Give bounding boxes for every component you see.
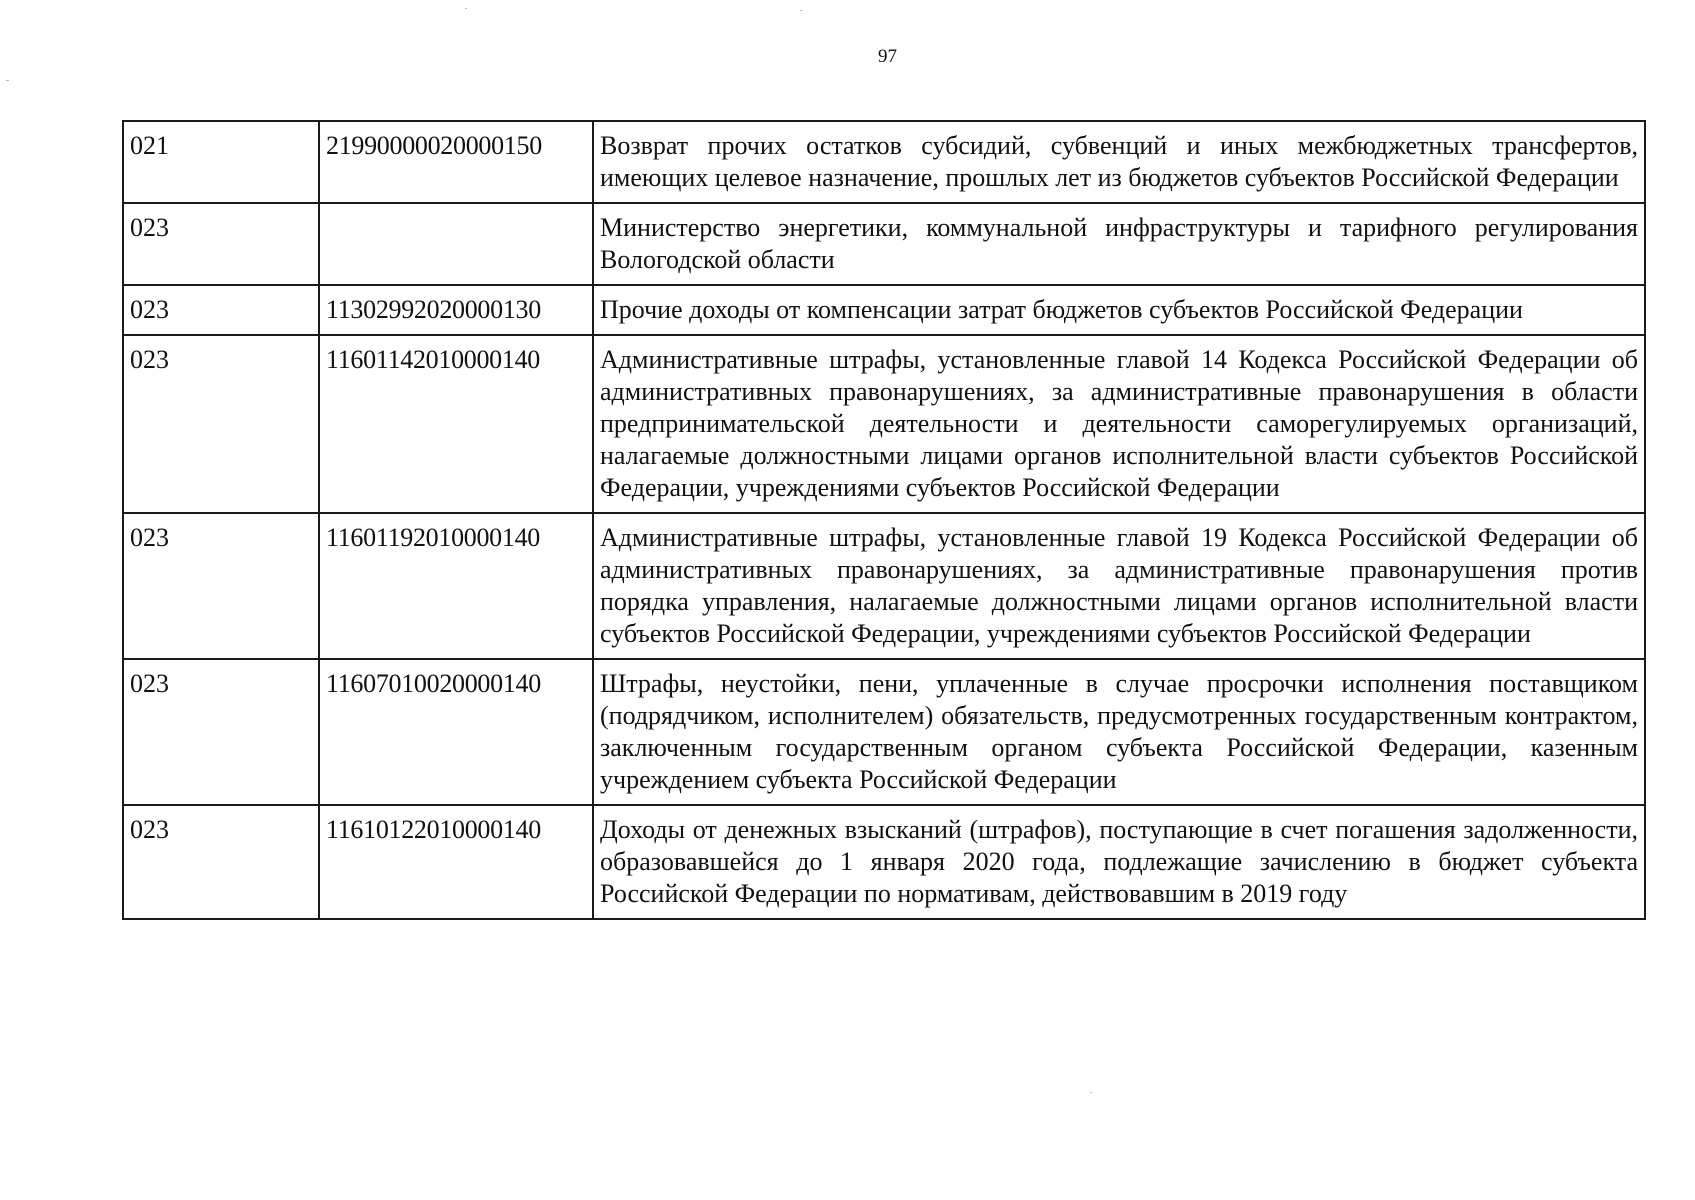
admin-code-cell: 023 [123, 513, 319, 659]
table-row [123, 805, 1645, 919]
revenue-name-cell: Доходы от денежных взысканий (штрафов), поступающие в счет погашения задолженности, образовавшейся до 1 января 2020 года, подлежащие зачислению в бюджет субъекта Российской Федерации по нормативам, действовавшим в 2019 году [593, 805, 1645, 919]
table-row [123, 335, 1645, 513]
admin-code-cell: 023 [123, 285, 319, 335]
revenue-code-cell: 11601192010000140 [319, 513, 593, 659]
revenue-code-cell: 11601142010000140 [319, 335, 593, 513]
revenue-code-cell: 21990000020000150 [319, 121, 593, 203]
revenue-name-cell: Прочие доходы от компенсации затрат бюджетов субъектов Российской Федерации [593, 285, 1645, 335]
scan-mark [800, 10, 802, 11]
table-row [123, 513, 1645, 659]
page-number: 97 [878, 46, 897, 67]
scan-mark [465, 8, 467, 9]
admin-code-cell: 023 [123, 335, 319, 513]
scan-mark [6, 80, 9, 81]
table-row [123, 285, 1645, 335]
admin-code-cell: 023 [123, 805, 319, 919]
revenue-name-cell: Административные штрафы, установленные главой 19 Кодекса Российской Федерации об административных правонарушениях, за административные правонарушения против порядка управления, налагаемые должностными лицами органов исполнительной власти субъектов Российской Федерации, учреждениями субъектов Российской Федерации [593, 513, 1645, 659]
table-row [123, 203, 1645, 285]
revenue-codes-table [122, 120, 1646, 920]
revenue-code-cell: 11607010020000140 [319, 659, 593, 805]
revenue-name-cell: Административные штрафы, установленные главой 14 Кодекса Российской Федерации об административных правонарушениях, за административные правонарушения в области предпринимательской деятельности и деятельности саморегулируемых организаций, налагаемые должностными лицами органов исполнительной власти субъектов Российской Федерации, учреждениями субъектов Российской Федерации [593, 335, 1645, 513]
admin-code-cell: 023 [123, 203, 319, 285]
revenue-code-cell: 11610122010000140 [319, 805, 593, 919]
revenue-code-cell [319, 203, 593, 285]
admin-code-cell: 023 [123, 659, 319, 805]
table-row [123, 121, 1645, 203]
admin-code-cell: 021 [123, 121, 319, 203]
revenue-name-cell: Министерство энергетики, коммунальной инфраструктуры и тарифного регулирования Вологодской области [593, 203, 1645, 285]
revenue-name-cell: Штрафы, неустойки, пени, уплаченные в случае просрочки исполнения поставщиком (подрядчиком, исполнителем) обязательств, предусмотренных государственным контрактом, заключенным государственным органом субъекта Российской Федерации, казенным учреждением субъекта Российской Федерации [593, 659, 1645, 805]
revenue-code-cell: 11302992020000130 [319, 285, 593, 335]
revenue-name-cell: Возврат прочих остатков субсидий, субвенций и иных межбюджетных трансфертов, имеющих целевое назначение, прошлых лет из бюджетов субъектов Российской Федерации [593, 121, 1645, 203]
table-row [123, 659, 1645, 805]
scan-mark [1090, 1092, 1092, 1093]
